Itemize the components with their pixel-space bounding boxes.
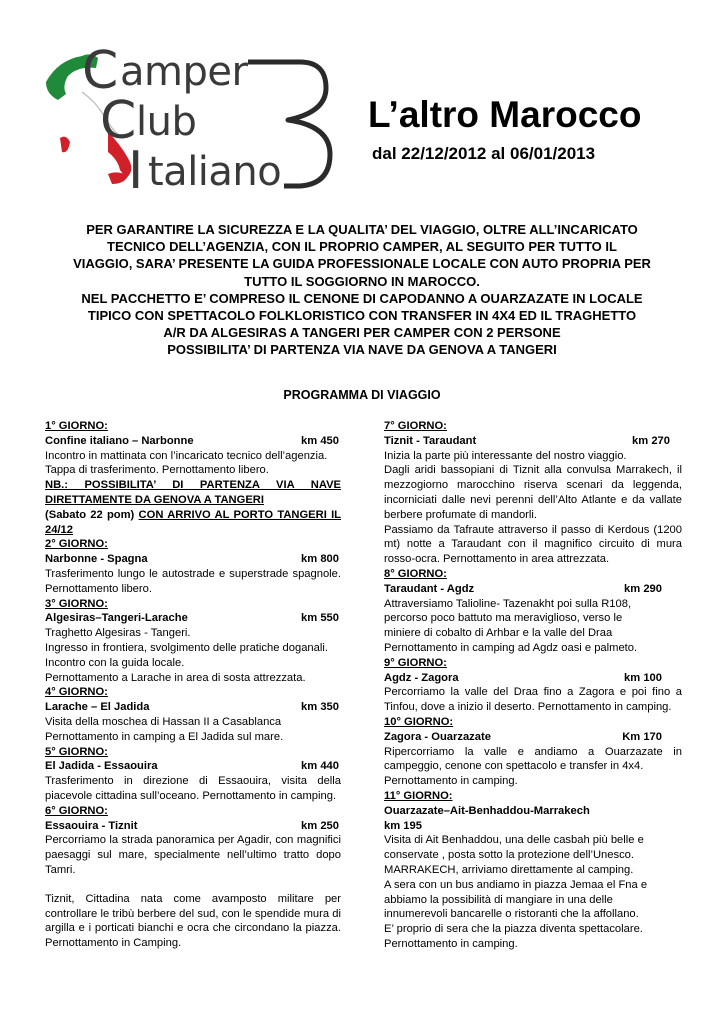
route-km: km 450 — [301, 434, 339, 447]
paragraph: Inizia la parte più interessante del nostro viaggio. — [384, 449, 627, 462]
day-8-route — [384, 582, 682, 597]
day-7-label: 7° GIORNO: — [384, 420, 447, 432]
day-5-label: 5° GIORNO: — [45, 745, 108, 758]
paragraph: Ripercorriamo la valle e andiamo a Ouarzazate in campeggio, cenone con spettacolo e transfer in 4x4. — [384, 745, 682, 773]
route-km: km 350 — [301, 701, 339, 714]
route-km: km 270 — [632, 434, 670, 447]
paragraph: Trasferimento lungo le autostrade e superstrade spagnole. Pernottamento libero. — [45, 567, 341, 595]
route-name: Confine italiano – Narbonne — [45, 434, 194, 447]
day-4-route — [45, 700, 341, 715]
day-3-route — [45, 611, 341, 626]
paragraph: E’ proprio di sera che la piazza diventa spettacolare. — [384, 923, 643, 936]
day-9-text — [384, 685, 682, 715]
intro-line: TIPICO CON SPETTACOLO FOLKLORISTICO CON TRANSFER IN 4X4 ED IL TRAGHETTO — [87, 308, 637, 324]
day-1-route — [45, 434, 341, 449]
day-9-route — [384, 671, 682, 686]
paragraph: Visita di Ait Benhaddou, una delle casbah più belle e — [384, 834, 644, 847]
paragraph: Passiamo da Tafraute attraverso il passo di Kerdous (1200 mt) notte a Taraudant con il magnifico circuito di mura rosso-ocra. Pernottamento in area attrezzata. — [384, 523, 682, 566]
paragraph: Tiznit, Cittadina nata come avamposto militare per controllare le tribù berbere del sud, con le spendide mura di argilla e i porticati bianchi e ocra che circondano la piazza. Pernottamento in Camping. — [45, 892, 341, 950]
intro-line: VIAGGIO, SARA’ PRESENTE LA GUIDA PROFESSIONALE LOCALE CON AUTO PROPRIA PER — [73, 256, 651, 272]
paragraph: Pernottamento in camping ad Agdz oasi e palmeto. — [384, 641, 638, 654]
paragraph: Incontro in mattinata con l’incaricato tecnico dell’agenzia. — [45, 449, 328, 462]
day-6-text — [45, 833, 341, 951]
intro-line: TUTTO IL SOGGIORNO IN MAROCCO. — [244, 273, 480, 289]
svg-text:C: C — [82, 42, 119, 101]
intro-line: A/R DA ALGESIRAS A TANGERI PER CAMPER CON 2 PERSONE — [163, 325, 561, 341]
paragraph: Trasferimento in direzione di Essaouira, visita della piacevole cittadina sull’oceano. Pernottamento in camping. — [45, 775, 341, 802]
intro-line: PER GARANTIRE LA SICUREZZA E LA QUALITA’ DEL VIAGGIO, OLTRE ALL’INCARICATO — [86, 222, 638, 237]
route-name: Zagora - Ouarzazate — [384, 730, 491, 743]
route-km: km 100 — [624, 671, 662, 684]
paragraph: Traghetto Algesiras - Tangeri. — [45, 627, 191, 640]
day-5-route — [45, 759, 341, 774]
day-6-route — [45, 819, 341, 834]
day-8-text — [384, 597, 682, 656]
day-10-text — [384, 745, 682, 789]
program-column-left — [45, 419, 341, 951]
day-3-label: 3° GIORNO: — [45, 597, 108, 610]
day-11-label: 11° GIORNO: — [384, 789, 453, 802]
svg-text:I: I — [128, 141, 144, 194]
route-km: km 550 — [301, 612, 339, 625]
program-column-right — [384, 419, 682, 952]
trip-dates: dal 22/12/2012 al 06/01/2013 — [372, 144, 596, 163]
route-name: Narbonne - Spagna — [45, 553, 148, 566]
trip-title: L’altro Marocco — [368, 94, 642, 135]
paragraph: abbiamo la possibilità di mangiare in una delle — [384, 893, 613, 906]
day-10-label: 10° GIORNO: — [384, 715, 454, 728]
paragraph: innumerevoli bancarelle o ristoranti che la affollano. — [384, 908, 639, 921]
paragraph: Visita della moschea di Hassan II a Casablanca — [45, 715, 282, 728]
route-km: km 290 — [624, 582, 662, 595]
intro-line: NEL PACCHETTO E’ COMPRESO IL CENONE DI CAPODANNO A OUARZAZATE IN LOCALE — [81, 290, 643, 306]
day-6-label: 6° GIORNO: — [45, 804, 108, 817]
paragraph: Ingresso in frontiera, svolgimento delle pratiche doganali. Incontro con la guida locale. — [45, 641, 328, 669]
paragraph: A sera con un bus andiamo in piazza Jemaa el Fna e — [384, 878, 648, 891]
route-name: Algesiras–Tangeri-Larache — [45, 612, 188, 625]
note-arrival: CON ARRIVO AL PORTO TANGERI IL 24/12 — [45, 508, 342, 536]
day-1-note: NB.: POSSIBILITA’ DI PARTENZA VIA NAVE DIRETTAMENTE DA GENOVA A TANGERI — [45, 479, 341, 506]
route-name: Tiznit - Taraudant — [384, 434, 477, 447]
day-4-text — [45, 715, 341, 745]
logo-word-camper: amper — [120, 49, 248, 95]
paragraph: Dagli aridi bassopiani di Tiznit alla convulsa Marrakech, il mezzogiorno marocchino riserva scenari da leggenda, incorniciati dalle nevi perenni dell’Alto Atlante e da vallate berbere profumate di mandorli. — [384, 464, 682, 521]
day-2-label: 2° GIORNO: — [45, 538, 108, 551]
note-date: (Sabato 22 pom) — [45, 508, 135, 521]
day-1-text — [45, 449, 341, 479]
day-1-note-2 — [45, 508, 341, 538]
day-4-label: 4° GIORNO: — [45, 686, 108, 699]
paragraph: conservate , posta sotto la protezione dell’Unesco. — [384, 849, 634, 862]
route-km: km 800 — [301, 553, 339, 566]
paragraph: Pernottamento in camping a El Jadida sul mare. — [45, 730, 284, 743]
day-11-text — [384, 833, 682, 951]
day-5-text — [45, 774, 341, 804]
route-km: km 195 — [384, 819, 422, 832]
route-name: Ouarzazate–Ait-Benhaddou-Marrakech — [384, 804, 590, 817]
paragraph: miniere di cobalto di Arhbar e la valle del Draa — [384, 627, 613, 640]
paragraph: Tappa di trasferimento. Pernottamento libero. — [45, 464, 269, 477]
day-8-label: 8° GIORNO: — [384, 567, 447, 580]
route-km: km 250 — [301, 819, 339, 832]
route-name: Agdz - Zagora — [384, 671, 459, 684]
paragraph: Pernottamento in camping. — [384, 775, 518, 788]
route-name: El Jadida - Essaouira — [45, 760, 158, 773]
intro-line: POSSIBILITA’ DI PARTENZA VIA NAVE DA GENOVA A TANGERI — [167, 342, 557, 358]
paragraph: Percorriamo la valle del Draa fino a Zagora e poi fino a Tinfou, dove a inizio il deserto. Pernottamento in camping. — [384, 686, 682, 714]
day-3-text — [45, 626, 341, 685]
svg-text:C: C — [100, 91, 137, 151]
day-10-route — [384, 730, 682, 745]
paragraph: MARRAKECH, arriviamo direttamente al camping. — [384, 863, 634, 876]
paragraph: percorso poco battuto ma meraviglioso, verso le — [384, 612, 623, 625]
day-1-label: 1° GIORNO: — [45, 420, 108, 432]
logo-word-club: lub — [136, 99, 197, 145]
intro-line: TECNICO DELL’AGENZIA, CON IL PROPRIO CAMPER, AL SEGUITO PER TUTTO IL — [107, 239, 617, 255]
day-11-route — [384, 804, 682, 834]
day-9-label: 9° GIORNO: — [384, 656, 447, 669]
paragraph: Attraversiamo Talioline- Tazenakht poi sulla R108, — [384, 597, 632, 610]
paragraph: Pernottamento in camping. — [384, 937, 518, 950]
paragraph: Pernottamento a Larache in area di sosta attrezzata. — [45, 671, 306, 684]
route-km: km 440 — [301, 760, 339, 773]
route-km: Km 170 — [622, 730, 662, 743]
route-name: Larache – El Jadida — [45, 701, 150, 714]
camper-club-logo — [38, 42, 350, 194]
day-2-route — [45, 552, 341, 567]
day-2-text — [45, 567, 341, 597]
paragraph: Percorriamo la strada panoramica per Agadir, con magnifici paesaggi sul mare, specialmente nell’ultimo tratto dopo Tamri. — [45, 834, 341, 876]
intro-notice — [24, 221, 700, 359]
route-name: Taraudant - Agdz — [384, 582, 475, 595]
day-7-route — [384, 434, 682, 449]
route-name: Essaouira - Tiznit — [45, 819, 138, 832]
day-7-text — [384, 449, 682, 567]
logo-word-italiano: taliano — [148, 149, 282, 195]
program-title: PROGRAMMA DI VIAGGIO — [283, 388, 441, 402]
